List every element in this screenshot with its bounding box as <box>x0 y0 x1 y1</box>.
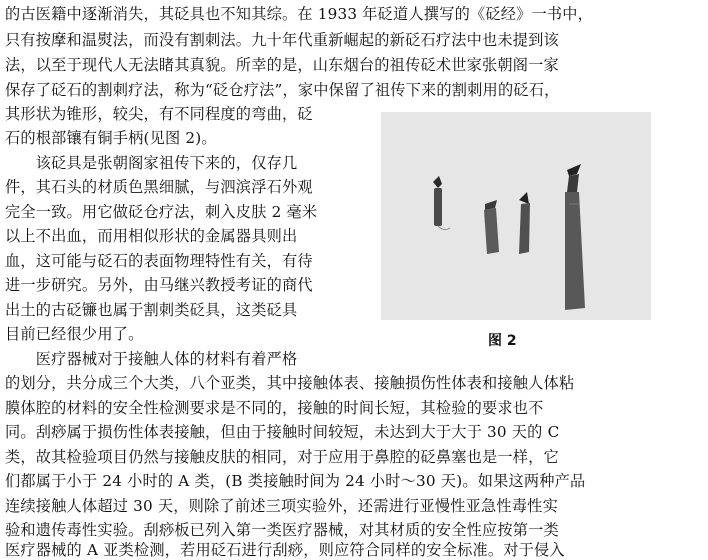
text-line: 件，其石头的材质色黑细腻，与泗滨浮石外观 <box>5 178 313 196</box>
figure-caption: 图 2 <box>488 333 517 349</box>
text-line: 该砭具是张朝阁家祖传下来的，仅存几 <box>5 154 298 172</box>
text-line: 以上不出血，而用相似形状的金属器具则出 <box>5 227 298 245</box>
text-line: 只有按摩和温熨法，而没有割刺法。九十年代重新崛起的新砭石疗法中也未提到该 <box>5 31 559 49</box>
text-line: 们都属于小于 24 小时的 A 类，(B 类接触时间为 24 小时～30 天)。如果这两种产品 <box>5 472 586 490</box>
text-line: 目前已经很少用了。 <box>5 325 144 343</box>
text-line: 其形状为锥形，较尖，有不同程度的弯曲，砭 <box>5 105 313 123</box>
text-line: 石的根部镶有铜手柄(见图 2)。 <box>5 129 217 147</box>
stone-tools-illustration <box>381 112 651 320</box>
text-line: 医疗器械的 A 亚类检测，若用砭石进行刮痧，则应符合同样的安全标准。对于侵入 <box>5 541 565 559</box>
figure-photo-stone-tools <box>381 112 651 320</box>
text-line: 类，故其检验项目仍然与接触皮肤的相同，对于应用于鼻腔的砭鼻塞也是一样，它 <box>5 448 559 466</box>
text-line: 医疗器械对于接触人体的材料有着严格 <box>5 350 298 368</box>
text-line: 进一步研究。另外，由马继兴教授考证的商代 <box>5 276 313 294</box>
text-line: 的古医籍中逐渐消失，其砭具也不知其综。在 1933 年砭道人撰写的《砭经》一书中， <box>5 5 594 23</box>
text-line: 的划分，共分成三个大类，八个亚类，其中接触体表、接触损伤性体表和接触人体粘 <box>5 374 575 392</box>
text-line: 完全一致。用它做砭仓疗法，刺入皮肤 2 毫米 <box>5 203 318 221</box>
text-line: 膜体腔的材料的安全性检测要求是不同的，接触的时间长短，其检验的要求也不 <box>5 399 544 417</box>
text-line: 验和遗传毒性实验。刮痧板已列入第一类医疗器械，对其材质的安全性应按第一类 <box>5 521 559 539</box>
text-line: 同。刮痧属于损伤性体表接触，但由于接触时间较短，未达到大于大于 30 天的 C <box>5 423 560 441</box>
text-line: 保存了砭石的割刺疗法，称为“砭仓疗法”，家中保留了祖传下来的割刺用的砭石， <box>5 81 560 99</box>
text-line: 血，这可能与砭石的表面物理特性有关，有待 <box>5 252 313 270</box>
text-line: 连续接触人体超过 30 天，则除了前述三项实验外，还需进行亚慢性亚急性毒性实 <box>5 497 558 515</box>
text-line: 出土的古砭镰也属于割刺类砭具，这类砭具 <box>5 301 298 319</box>
text-line: 法，以至于现代人无法睹其真貌。所幸的是，山东烟台的祖传砭术世家张朝阁一家 <box>5 56 559 74</box>
